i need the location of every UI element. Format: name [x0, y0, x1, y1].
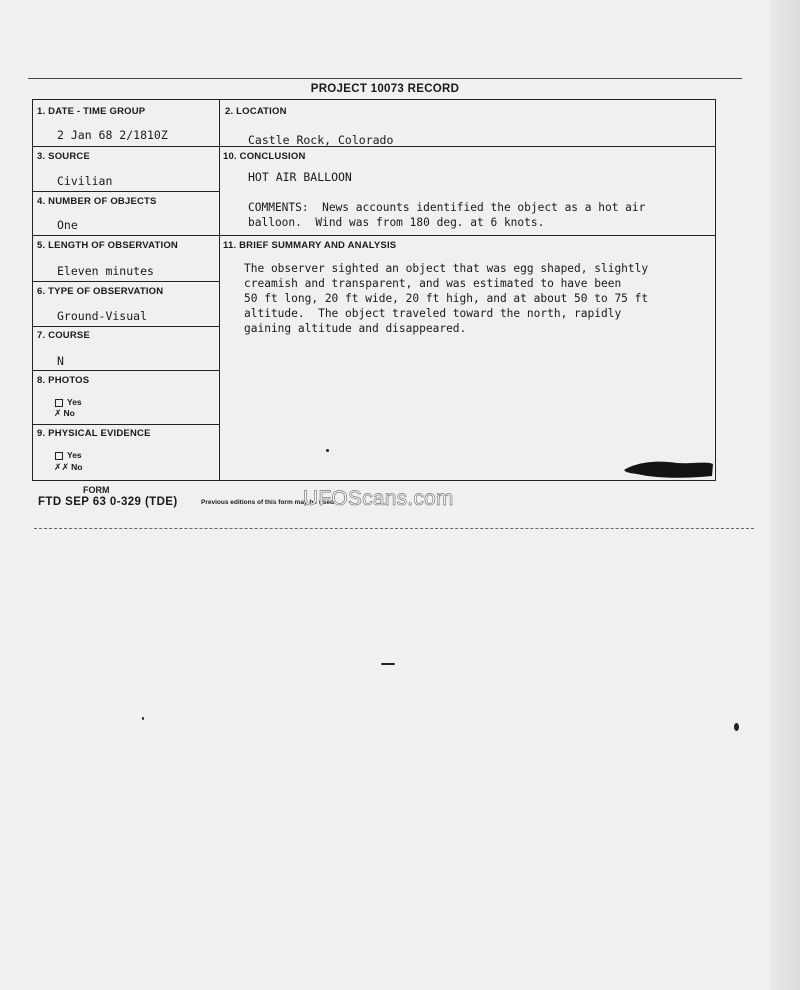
photos-label: 8. PHOTOS [37, 375, 90, 386]
row-divider [33, 326, 219, 327]
x-mark-icon: ✗ [54, 409, 62, 419]
location-label: 2. LOCATION [225, 106, 287, 117]
watermark: UFOScans.com [303, 487, 454, 510]
form-title: PROJECT 10073 RECORD [310, 83, 460, 95]
physical-evidence-no-option [54, 462, 82, 473]
photos-no-label: No [63, 408, 75, 418]
photos-yes-label: Yes [67, 397, 82, 407]
course-value: N [57, 354, 64, 368]
scan-speck [381, 663, 395, 665]
number-of-objects-value: One [57, 218, 78, 232]
physical-evidence-yes-option [55, 450, 82, 460]
number-of-objects-label: 4. NUMBER OF OBJECTS [37, 196, 157, 207]
row-divider [33, 281, 219, 282]
location-value: Castle Rock, Colorado [248, 133, 394, 147]
photos-yes-option [55, 397, 82, 407]
row-divider [33, 370, 219, 371]
photos-no-option [54, 408, 75, 419]
bottom-rule [34, 528, 754, 529]
summary-line-2: creamish and transparent, and was estimated to have been [244, 277, 622, 290]
record-grid [32, 99, 716, 481]
type-of-observation-label: 6. TYPE OF OBSERVATION [37, 286, 164, 297]
comments-line-2: balloon. Wind was from 180 deg. at 6 knots. [248, 216, 545, 229]
conclusion-value: HOT AIR BALLOON [248, 170, 352, 184]
physical-evidence-label: 9. PHYSICAL EVIDENCE [37, 428, 151, 439]
form-id: FTD SEP 63 0-329 (TDE) [38, 496, 178, 508]
summary-line-3: 50 ft long, 20 ft wide, 20 ft high, and at about 50 to 75 ft [244, 292, 649, 305]
summary-line-5: gaining altitude and disappeared. [244, 322, 467, 335]
checkbox-icon [55, 452, 63, 460]
form-label: FORM [83, 485, 110, 495]
redaction-mark [622, 458, 714, 480]
date-time-group-label: 1. DATE - TIME GROUP [37, 106, 146, 117]
top-rule [28, 78, 742, 79]
checkbox-icon [55, 399, 63, 407]
summary-line-1: The observer sighted an object that was egg shaped, slightly [244, 262, 649, 275]
source-label: 3. SOURCE [37, 151, 91, 162]
type-of-observation-value: Ground-Visual [57, 309, 148, 323]
course-label: 7. COURSE [37, 330, 91, 341]
x-mark-icon: ✗✗ [54, 463, 70, 473]
conclusion-label: 10. CONCLUSION [223, 151, 306, 162]
length-of-observation-value: Eleven minutes [57, 264, 154, 278]
column-divider [219, 100, 220, 480]
scan-speck [734, 723, 739, 731]
page-edge-shadow [770, 0, 800, 990]
source-value: Civilian [57, 174, 113, 188]
row-divider [33, 235, 715, 236]
row-divider [33, 146, 219, 147]
row-divider [33, 191, 219, 192]
comments-line-1: COMMENTS: News accounts identified the object as a hot air [248, 201, 646, 214]
physical-evidence-yes-label: Yes [67, 450, 82, 460]
scan-speck [326, 449, 329, 452]
summary-line-4: altitude. The object traveled toward the north, rapidly [244, 307, 622, 320]
previous-editions-note: Previous editions of this form may be used [201, 499, 334, 506]
row-divider [33, 424, 219, 425]
summary-label: 11. BRIEF SUMMARY AND ANALYSIS [223, 240, 397, 251]
physical-evidence-no-label: No [71, 462, 83, 472]
date-time-group-value: 2 Jan 68 2/1810Z [57, 128, 168, 142]
length-of-observation-label: 5. LENGTH OF OBSERVATION [37, 240, 178, 251]
scan-speck [142, 717, 144, 720]
